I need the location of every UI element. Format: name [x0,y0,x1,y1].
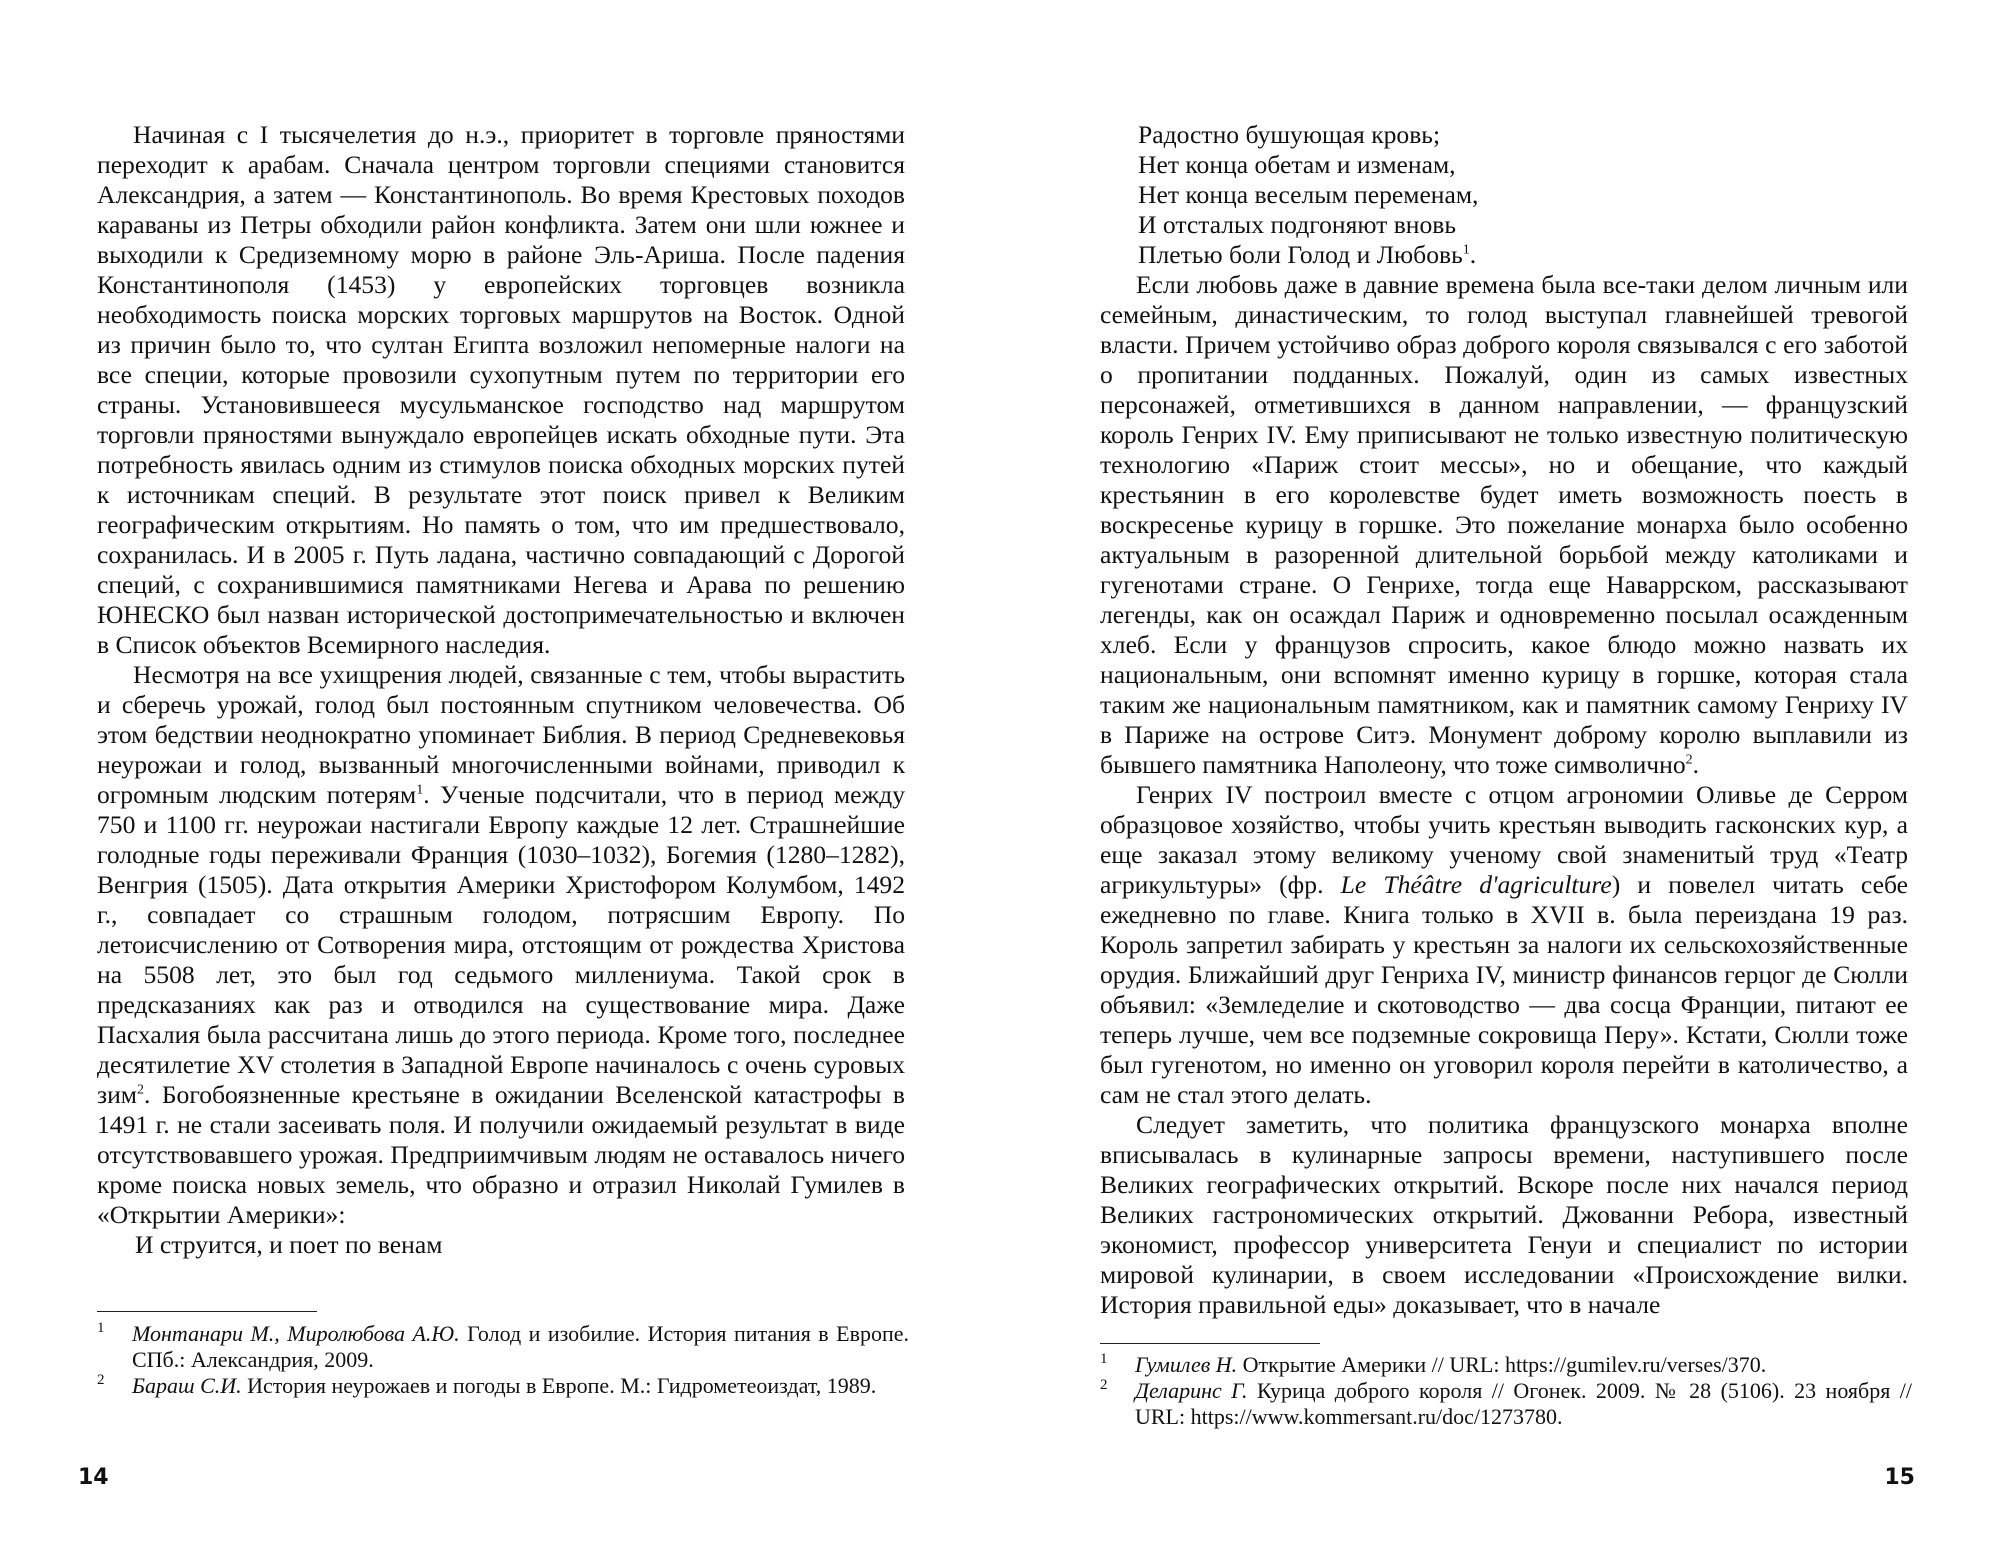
right-body-text [1100,120,1908,1320]
footnote-divider [1100,1343,1320,1344]
left-paragraph-2: Несмотря на все ухищрения людей, связанные с тем, чтобы вырастить и сберечь урожай, голод был постоянным спутником человечества. Об этом бедствии неоднократно упоминает Библия. В период Средневековья неурожаи и голод, вызванный многочисленными войнами, приводил к огромным людским потерям$^1$. Ученые подсчитали, что в период между 750 и 1100 гг. неурожаи настигали Европу каждые 12 лет. Страшнейшие голодные годы переживали Франция (1030–1032), Богемия (1280–1282), Венгрия (1505). Дата открытия Америки Христофором Колумбом, 1492 г., совпадает со страшным голодом, потрясшим Европу. По летоисчислению от Сотворения мира, отстоящим от рождества Христова на 5508 лет, это был год седьмого миллениума. Такой срок в предсказаниях как раз и отводился на существование мира. Даже Пасхалия была рассчитана лишь до этого периода. Кроме того, последнее десятилетие XV столетия в Западной Европе начиналось с очень суровых зим$^2$. Богобоязненные крестьяне в ожидании Вселенской катастрофы в 1491 г. не стали засеивать поля. И получили ожидаемый результат в виде отсутствовавшего урожая. Предприимчивым людям не оставалось ничего кроме поиска новых земель, что образно и отразил Николай Гумилев в «Открытии Америки»: [97,660,906,1229]
right-footnotes [1100,1352,1912,1430]
right-paragraph-2: Генрих IV построил вместе с отцом агрономии Оливье де Серром образцовое хозяйство, чтобы учить крестьян выводить гасконских кур, а еще заказал этому великому ученому свой знаменитый труд «Театр агрикультуры» (фр. Le Théâtre d'agriculture) и повелел читать себе ежедневно по главе. Книга только в XVII в. была переиздана 19 раз. Король запретил забирать у крестьян за налоги их сельскохозяйственные орудия. Ближайший друг Генриха IV, министр финансов герцог де Сюлли объявил: «Земледелие и скотоводство — два сосца Франции, питают ее теперь лучше, чем все подземные сокровища Перу». Кстати, Сюлли тоже был гугенотом, но именно он уговорил короля перейти в католичество, а сам не стал этого делать. [1100,780,1908,1109]
right-page [1000,0,2000,1543]
left-paragraph-1: Начиная с I тысячелетия до н.э., приоритет в торговле пряностями переходит к арабам. Сначала центром торговли специями становится Александрия, а затем — Константинополь. Во время Крестовых походов караваны из Петры обходили район конфликта. Затем они шли южнее и выходили к Средиземному морю в районе Эль-Ариша. После падения Константинополя (1453) у европейских торговцев возникла необходимость поиска морских торговых маршрутов на Восток. Одной из причин было то, что султан Египта возложил непомерные налоги на все специи, которые провозили сухопутным путем по территории его страны. Установившееся мусульманское господство над маршрутом торговли пряностями вынуждало европейцев искать обходные пути. Эта потребность явилась одним из стимулов поиска обходных морских путей к источникам специй. В результате этот поиск привел к Великим географическим открытиям. Но память о том, что им предшествовало, сохранилась. И в 2005 г. Путь ладана, частично совпадающий с Дорогой специй, с сохранившимися памятниками Негева и Арава по решению ЮНЕСКО был назван исторической достопримечательностью и включен в Список объектов Всемирного наследия. [97,120,905,659]
footnote-1: 1 Гумилев Н. Открытие Америки // URL: https://gumilev.ru/verses/370. [1100,1351,1767,1377]
footnote-2: 2 Бараш С.И. История неурожаев и погоды в Европе. М.: Гидрометеоиздат, 1989. [97,1372,877,1398]
footnote-ref[interactable]: 2 [137,1082,145,1098]
right-paragraph-3: Следует заметить, что политика французского монарха вполне вписывалась в кулинарные запросы времени, наступившего после Великих географических открытий. Вскоре после них начался период Великих гастрономических открытий. Джованни Ребора, известный экономист, профессор университета Генуи и специалист по истории мировой кулинарии, в своем исследовании «Происхождение вилки. История правильной еды» доказывает, что в начале [1100,1110,1908,1319]
footnote-1: 1 Монтанари М., Миролюбова А.Ю. Голод и изобилие. История питания в Европе. СПб.: Александрия, 2009. [97,1320,909,1372]
footnote-divider [97,1311,317,1312]
right-paragraph-1: Если любовь даже в давние времена была все-таки делом личным или семейным, династическим, то голод выступал главнейшей тревогой власти. Причем устойчиво образ доброго короля связывался с его заботой о пропитании подданных. Пожалуй, один из самых известных персонажей, отметившихся в данном направлении, — французский король Генрих IV. Ему приписывают не только известную политическую технологию «Париж стоит мессы», но и обещание, что каждый крестьянин в его королевстве будет иметь возможность поесть в воскресенье курицу в горшке. Это пожелание монарха было особенно актуальным в разоренной длительной борьбой между католиками и гугенотами стране. О Генрихе, тогда еще Наваррском, рассказывают легенды, как он осаждал Париж и одновременно посылал осажденным хлеб. Если у французов спросить, какое блюдо можно назвать их национальным, они вспомнят именно курицу в горшке, которая стала таким же национальным памятником, как и памятник самому Генриху IV в Париже на острове Ситэ. Монумент доброму королю выплавили из бывшего памятника Наполеону, что тоже символично$^2$. [1100,270,1908,779]
left-footnotes [97,1321,909,1399]
page-number: 15 [1884,1465,1915,1490]
right-verse: Радостно бушующая кровь; Нет конца обетам и изменам, Нет конца веселым переменам, И отсталых подгоняют вновь Плетью боли Голод и Любовь$^1$. [1138,120,1479,269]
left-verse-line: И струится, и поет по венам [135,1230,443,1259]
footnote-ref[interactable]: 2 [1685,752,1693,768]
left-body-text [97,120,905,1260]
footnote-2: 2 Деларинс Г. Курица доброго короля // Огонек. 2009. № 28 (5106). 23 ноября // URL: https://www.kommersant.ru/doc/1273780. [1100,1377,1912,1429]
page-number: 14 [78,1465,109,1490]
footnote-ref[interactable]: 1 [1462,242,1470,258]
footnote-ref[interactable]: 1 [416,782,424,798]
